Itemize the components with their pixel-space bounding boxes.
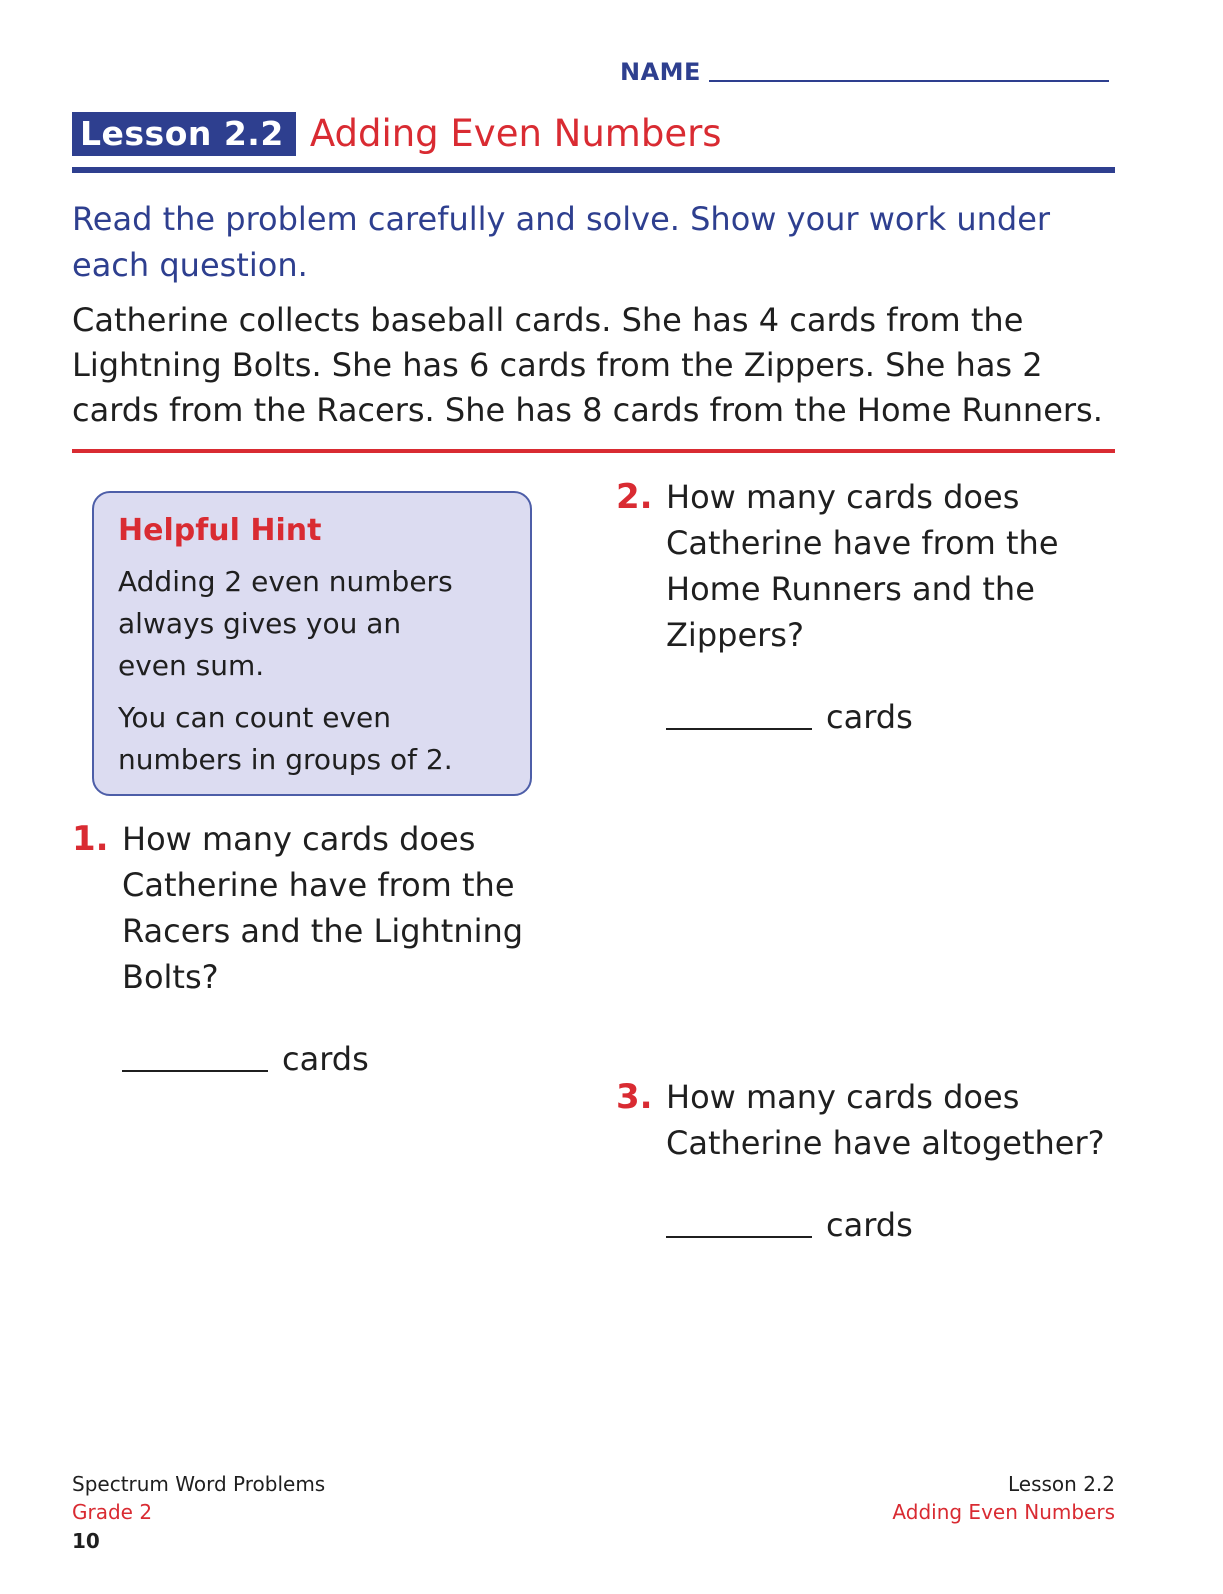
footer-lesson: Lesson 2.2 <box>1007 1472 1115 1496</box>
hint-paragraph <box>118 697 506 781</box>
answer-unit: cards <box>282 1040 369 1078</box>
footer-grade: Grade 2 <box>72 1500 153 1524</box>
instructions-line: each question. <box>72 246 308 284</box>
lesson-title: Adding Even Numbers <box>309 112 722 155</box>
answer-row <box>122 1036 523 1082</box>
header-divider <box>72 167 1115 173</box>
answer-row <box>666 694 1059 740</box>
question-line: Bolts? <box>122 958 219 996</box>
question-1 <box>72 816 523 1082</box>
helpful-hint-box <box>92 491 532 796</box>
footer-left <box>72 1470 325 1556</box>
hint-line: You can count even <box>118 701 392 734</box>
question-number: 2. <box>616 477 653 517</box>
question-number: 3. <box>616 1077 653 1117</box>
question-line: Catherine have altogether? <box>666 1124 1105 1162</box>
hint-paragraph <box>118 561 506 687</box>
lesson-heading <box>72 112 722 156</box>
hint-line: even sum. <box>118 649 265 682</box>
question-line: Catherine have from the <box>666 524 1059 562</box>
question-line: How many cards does <box>666 478 1020 516</box>
hint-title: Helpful Hint <box>118 513 322 548</box>
name-label: NAME <box>620 58 701 86</box>
question-body <box>666 474 1059 740</box>
footer-book-title: Spectrum Word Problems <box>72 1472 326 1496</box>
answer-unit: cards <box>826 698 913 736</box>
question-line: Home Runners and the <box>666 570 1035 608</box>
hint-line: Adding 2 even numbers <box>118 565 453 598</box>
problem-line: Catherine collects baseball cards. She has 4 cards from the <box>72 301 1024 339</box>
answer-blank[interactable] <box>122 1070 268 1072</box>
question-line: How many cards does <box>666 1078 1020 1116</box>
problem-text <box>72 298 1132 433</box>
hint-line: numbers in groups of 2. <box>118 743 453 776</box>
answer-row <box>666 1202 1105 1248</box>
question-line: Racers and the Lightning <box>122 912 524 950</box>
problem-line: Lightning Bolts. She has 6 cards from the Zippers. She has 2 <box>72 346 1043 384</box>
instructions-line: Read the problem carefully and solve. Show your work under <box>72 200 1051 238</box>
question-line: Zippers? <box>666 616 804 654</box>
footer-right <box>892 1470 1115 1526</box>
hint-line: always gives you an <box>118 607 402 640</box>
problem-divider <box>72 449 1115 453</box>
question-body <box>666 1074 1105 1248</box>
instructions <box>72 196 1122 288</box>
problem-line: cards from the Racers. She has 8 cards from the Home Runners. <box>72 391 1103 429</box>
footer-lesson-title: Adding Even Numbers <box>892 1500 1115 1524</box>
answer-unit: cards <box>826 1206 913 1244</box>
answer-blank[interactable] <box>666 728 812 730</box>
question-number: 1. <box>72 819 109 859</box>
answer-blank[interactable] <box>666 1236 812 1238</box>
lesson-badge: Lesson 2.2 <box>72 112 296 156</box>
question-3 <box>616 1074 1105 1248</box>
name-blank-line[interactable] <box>709 80 1109 82</box>
question-line: Catherine have from the <box>122 866 515 904</box>
question-2 <box>616 474 1059 740</box>
name-row <box>620 58 1109 86</box>
question-line: How many cards does <box>122 820 476 858</box>
question-body <box>122 816 523 1082</box>
page-number: 10 <box>72 1529 100 1553</box>
